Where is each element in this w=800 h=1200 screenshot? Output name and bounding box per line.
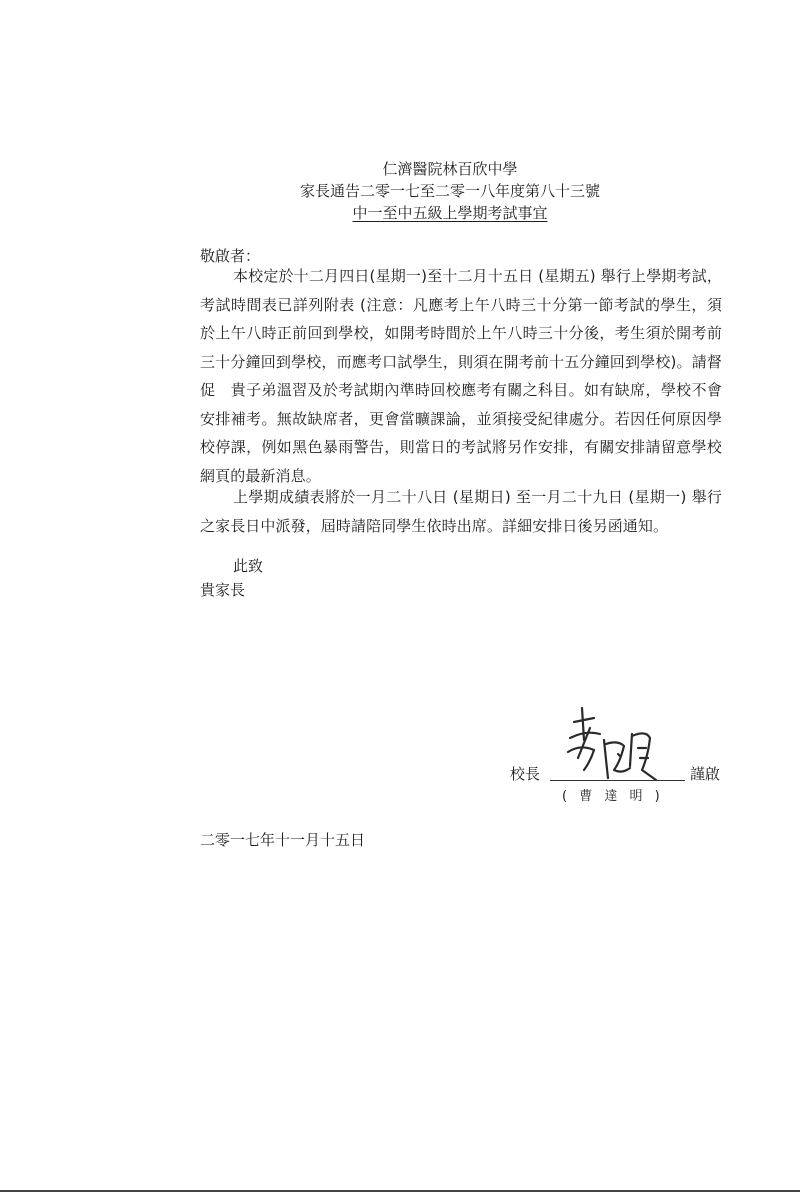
page-bottom-edge bbox=[0, 1190, 800, 1192]
notice-subject bbox=[200, 203, 700, 224]
notice-date: 二零一七年十一月十五日 bbox=[200, 831, 366, 849]
signatory-name: ( 曹 達 明 ) bbox=[562, 789, 664, 804]
body-paragraph-report: 上學期成績表將於一月二十八日 (星期日) 至一月二十九日 (星期一) 舉行之家長日中派發，屆時請陪同學生依時出席。詳細安排日後另函通知。 bbox=[200, 488, 722, 535]
notice-subject-text: 中一至中五級上學期考試事宜 bbox=[352, 204, 548, 222]
notice-number: 家長通告二零一七至二零一八年度第八十三號 bbox=[299, 182, 600, 200]
signature-line bbox=[550, 780, 685, 781]
body-paragraph-exam: 本校定於十二月四日(星期一)至十二月十五日 (星期五) 舉行上學期考試，考試時間表已詳列附表 (注意：凡應考上午八時三十分第一節考試的學生，須於上午八時正前回到學校，如開考時間於上午八時三十分後，考生須於開考前三十分鐘回到學校，而應考口試學生，則須在開考前十五分鐘回到學校)。請督促 貴子弟溫習及於考試期內準時回校應考有關之科目。如有缺席，學校不會安排補考。無故缺席者，更會當曠課論，並須接受紀律處分。若因任何原因學校停課，例如黑色暴雨警告，則當日的考試將另作安排，有關安排請留意學校網頁的最新消息。 bbox=[200, 267, 722, 485]
handwritten-signature bbox=[560, 700, 670, 790]
salutation: 敬啟者： bbox=[200, 247, 261, 265]
school-name: 仁濟醫院林百欣中學 bbox=[382, 160, 518, 178]
closing-respectfully: 此致 bbox=[233, 557, 264, 575]
signature-title: 校長 bbox=[510, 765, 541, 783]
closing-addressee: 貴家長 bbox=[200, 581, 246, 599]
signature-block bbox=[500, 700, 750, 820]
signature-closing: 謹啟 bbox=[690, 765, 721, 783]
